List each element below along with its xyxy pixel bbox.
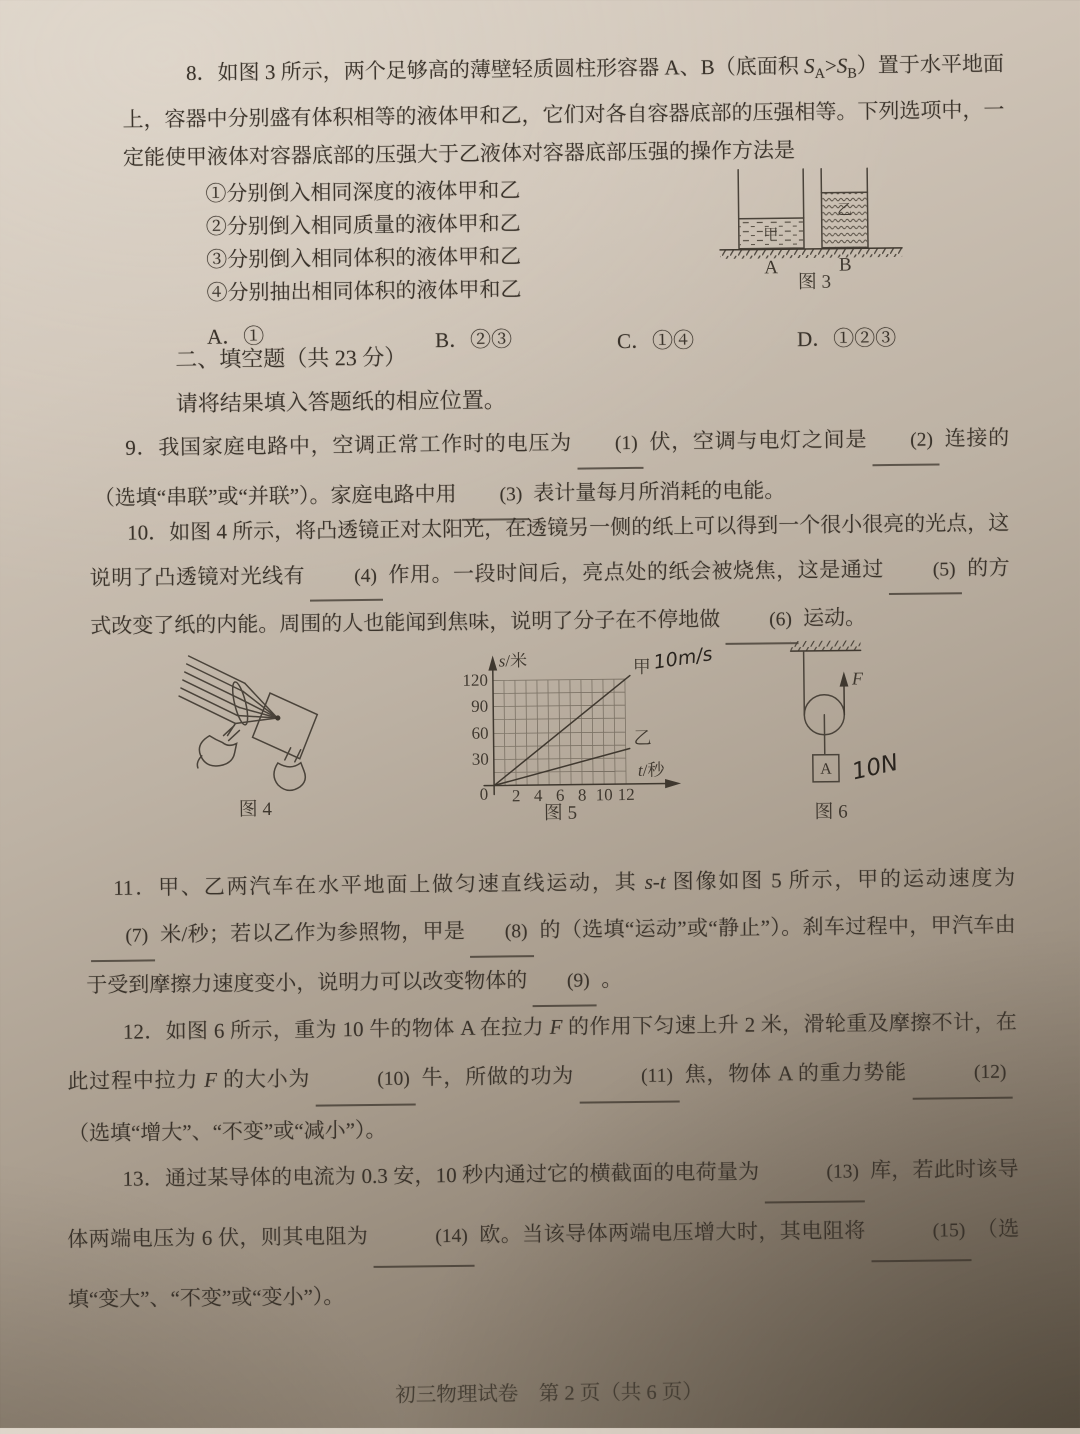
left-rope bbox=[804, 651, 805, 715]
y-axis bbox=[488, 655, 498, 794]
figure-6-drawing bbox=[762, 635, 1004, 828]
block-a-label: A bbox=[820, 761, 832, 778]
section-2-title: 二、填空题（共 23 分） bbox=[175, 330, 875, 382]
figure-4-caption: 图 4 bbox=[239, 798, 273, 820]
container-a-label: A bbox=[764, 257, 778, 278]
question-8-text: 8．如图 3 所示，两个足够高的薄壁轻质圆柱形容器 A、B（底面积 $S_A>S_B$）置于水平地面上，容器中分别盛有体积相等的液体甲和乙，它们对各自容器底部的压强相等。下列选项中，一定能使甲液体对容器底部的压强大于乙液体对容器底部压强的操作方法是 bbox=[122, 45, 1005, 177]
figure-6-pulley bbox=[762, 635, 1004, 828]
svg-text:90: 90 bbox=[471, 697, 488, 716]
question-11: 11．甲、乙两汽车在水平地面上做匀速直线运动，其 s-t 图像如图 5 所示，甲的运动速度为(7) 米/秒；若以乙作为参照物，甲是 (8) 的（选填“运动”或“静止”）。刹车过程中，甲汽车由于受到摩擦力速度变小，说明力可以改变物体的 (9) 。 bbox=[85, 855, 1017, 1013]
container-b bbox=[821, 168, 868, 248]
option-b: B．②③ bbox=[435, 320, 512, 359]
figure-5-caption: 图 5 bbox=[544, 802, 578, 824]
page-footer: 初三物理试卷 第 2 页（共 6 页） bbox=[9, 1370, 1080, 1412]
figure-6-caption: 图 6 bbox=[814, 801, 848, 823]
series-yi-label: 乙 bbox=[633, 728, 651, 748]
svg-text:2: 2 bbox=[512, 786, 521, 805]
choice-3: ③分别倒入相同体积的液体甲和乙 bbox=[206, 235, 1006, 277]
sun-rays bbox=[179, 655, 246, 724]
svg-text:4: 4 bbox=[534, 786, 543, 805]
ground-hatch bbox=[720, 248, 902, 259]
figure-4-lens-sketch bbox=[148, 641, 450, 824]
choice-2: ②分别倒入相同质量的液体甲和乙 bbox=[206, 202, 1006, 244]
question-10: 10．如图 4 所示，将凸透镜正对太阳光，在透镜另一侧的纸上可以得到一个很小很亮的光点，这说明了凸透镜对光线有 (4) 作用。一段时间后，亮点处的纸会被烧焦，这是通过 (5) 的方式改变了纸的内能。周围的人也能闻到焦味，说明了分子在不停地做 (6) 运动。 bbox=[89, 501, 1011, 652]
liquid-jia-label: 甲 bbox=[763, 226, 778, 243]
figure-5-drawing bbox=[462, 640, 734, 825]
option-c: C．①④ bbox=[617, 321, 694, 360]
y-axis-label: s/米 bbox=[499, 651, 528, 670]
svg-text:60: 60 bbox=[471, 724, 488, 743]
figure-4-drawing bbox=[148, 641, 450, 824]
block-a bbox=[813, 755, 839, 782]
liquid-yi-label: 乙 bbox=[837, 202, 852, 218]
handwritten-speed-note: 10m/s bbox=[652, 643, 714, 674]
container-b-label: B bbox=[839, 254, 852, 275]
figure-3-containers bbox=[713, 153, 1007, 296]
section-2-note: 请将结果填入答题纸的相应位置。 bbox=[176, 374, 876, 426]
svg-text:12: 12 bbox=[618, 785, 635, 804]
svg-text:30: 30 bbox=[472, 750, 489, 769]
y-tick-labels bbox=[462, 671, 489, 769]
ceiling bbox=[790, 640, 860, 651]
choice-4: ④分别抽出相同体积的液体甲和乙 bbox=[206, 268, 1006, 310]
figure-3-drawing bbox=[713, 153, 1007, 296]
section-2-heading bbox=[175, 330, 876, 426]
x-axis-label: t/秒 bbox=[638, 761, 666, 780]
svg-text:10: 10 bbox=[596, 785, 613, 804]
question-12: 12．如图 6 所示，重为 10 牛的物体 A 在拉力 F 的作用下匀速上升 2 米，滑轮重及摩擦不计，在此过程中拉力 F 的大小为 (10) 牛，所做的功为 (11) 焦，物体 A 的重力势能 (12)（选填“增大”、“不变”或“减小”）。 bbox=[67, 998, 1019, 1159]
figure-5-st-graph bbox=[462, 640, 734, 825]
hand-holding-lens bbox=[197, 723, 240, 767]
force-label: F bbox=[851, 668, 864, 688]
question-9: 9．我国家庭电路中，空调正常工作时的电压为 (1) 伏，空调与电灯之间是 (2) 连接的（选填“串联”或“并联”）。家庭电路中用 (3) 表计量每月所消耗的电能。 bbox=[93, 415, 1010, 525]
series-jia-label: 甲 bbox=[633, 657, 651, 677]
figure-3-caption: 图 3 bbox=[798, 271, 832, 293]
line-yi bbox=[494, 748, 630, 785]
origin-label: 0 bbox=[480, 785, 489, 804]
svg-text:6: 6 bbox=[556, 786, 565, 805]
svg-text:8: 8 bbox=[578, 785, 587, 804]
svg-text:120: 120 bbox=[462, 671, 488, 690]
question-13: 13．通过某导体的电流为 0.3 安，10 秒内通过它的横截面的电荷量为 (13) 库，若此时该导体两端电压为 6 伏，则其电阻为 (14) 欧。当该导体两端电压增大时，其电阻将 (15) （选填“变大”、“不变”或“变小”）。 bbox=[66, 1141, 1020, 1328]
line-jia bbox=[493, 676, 631, 786]
option-a: A．① bbox=[207, 317, 265, 356]
choice-1: ①分别倒入相同深度的液体甲和乙 bbox=[205, 169, 1005, 211]
container-a bbox=[738, 169, 804, 249]
handwritten-weight-note: 10N bbox=[850, 750, 901, 786]
option-d: D．①②③ bbox=[797, 319, 897, 358]
